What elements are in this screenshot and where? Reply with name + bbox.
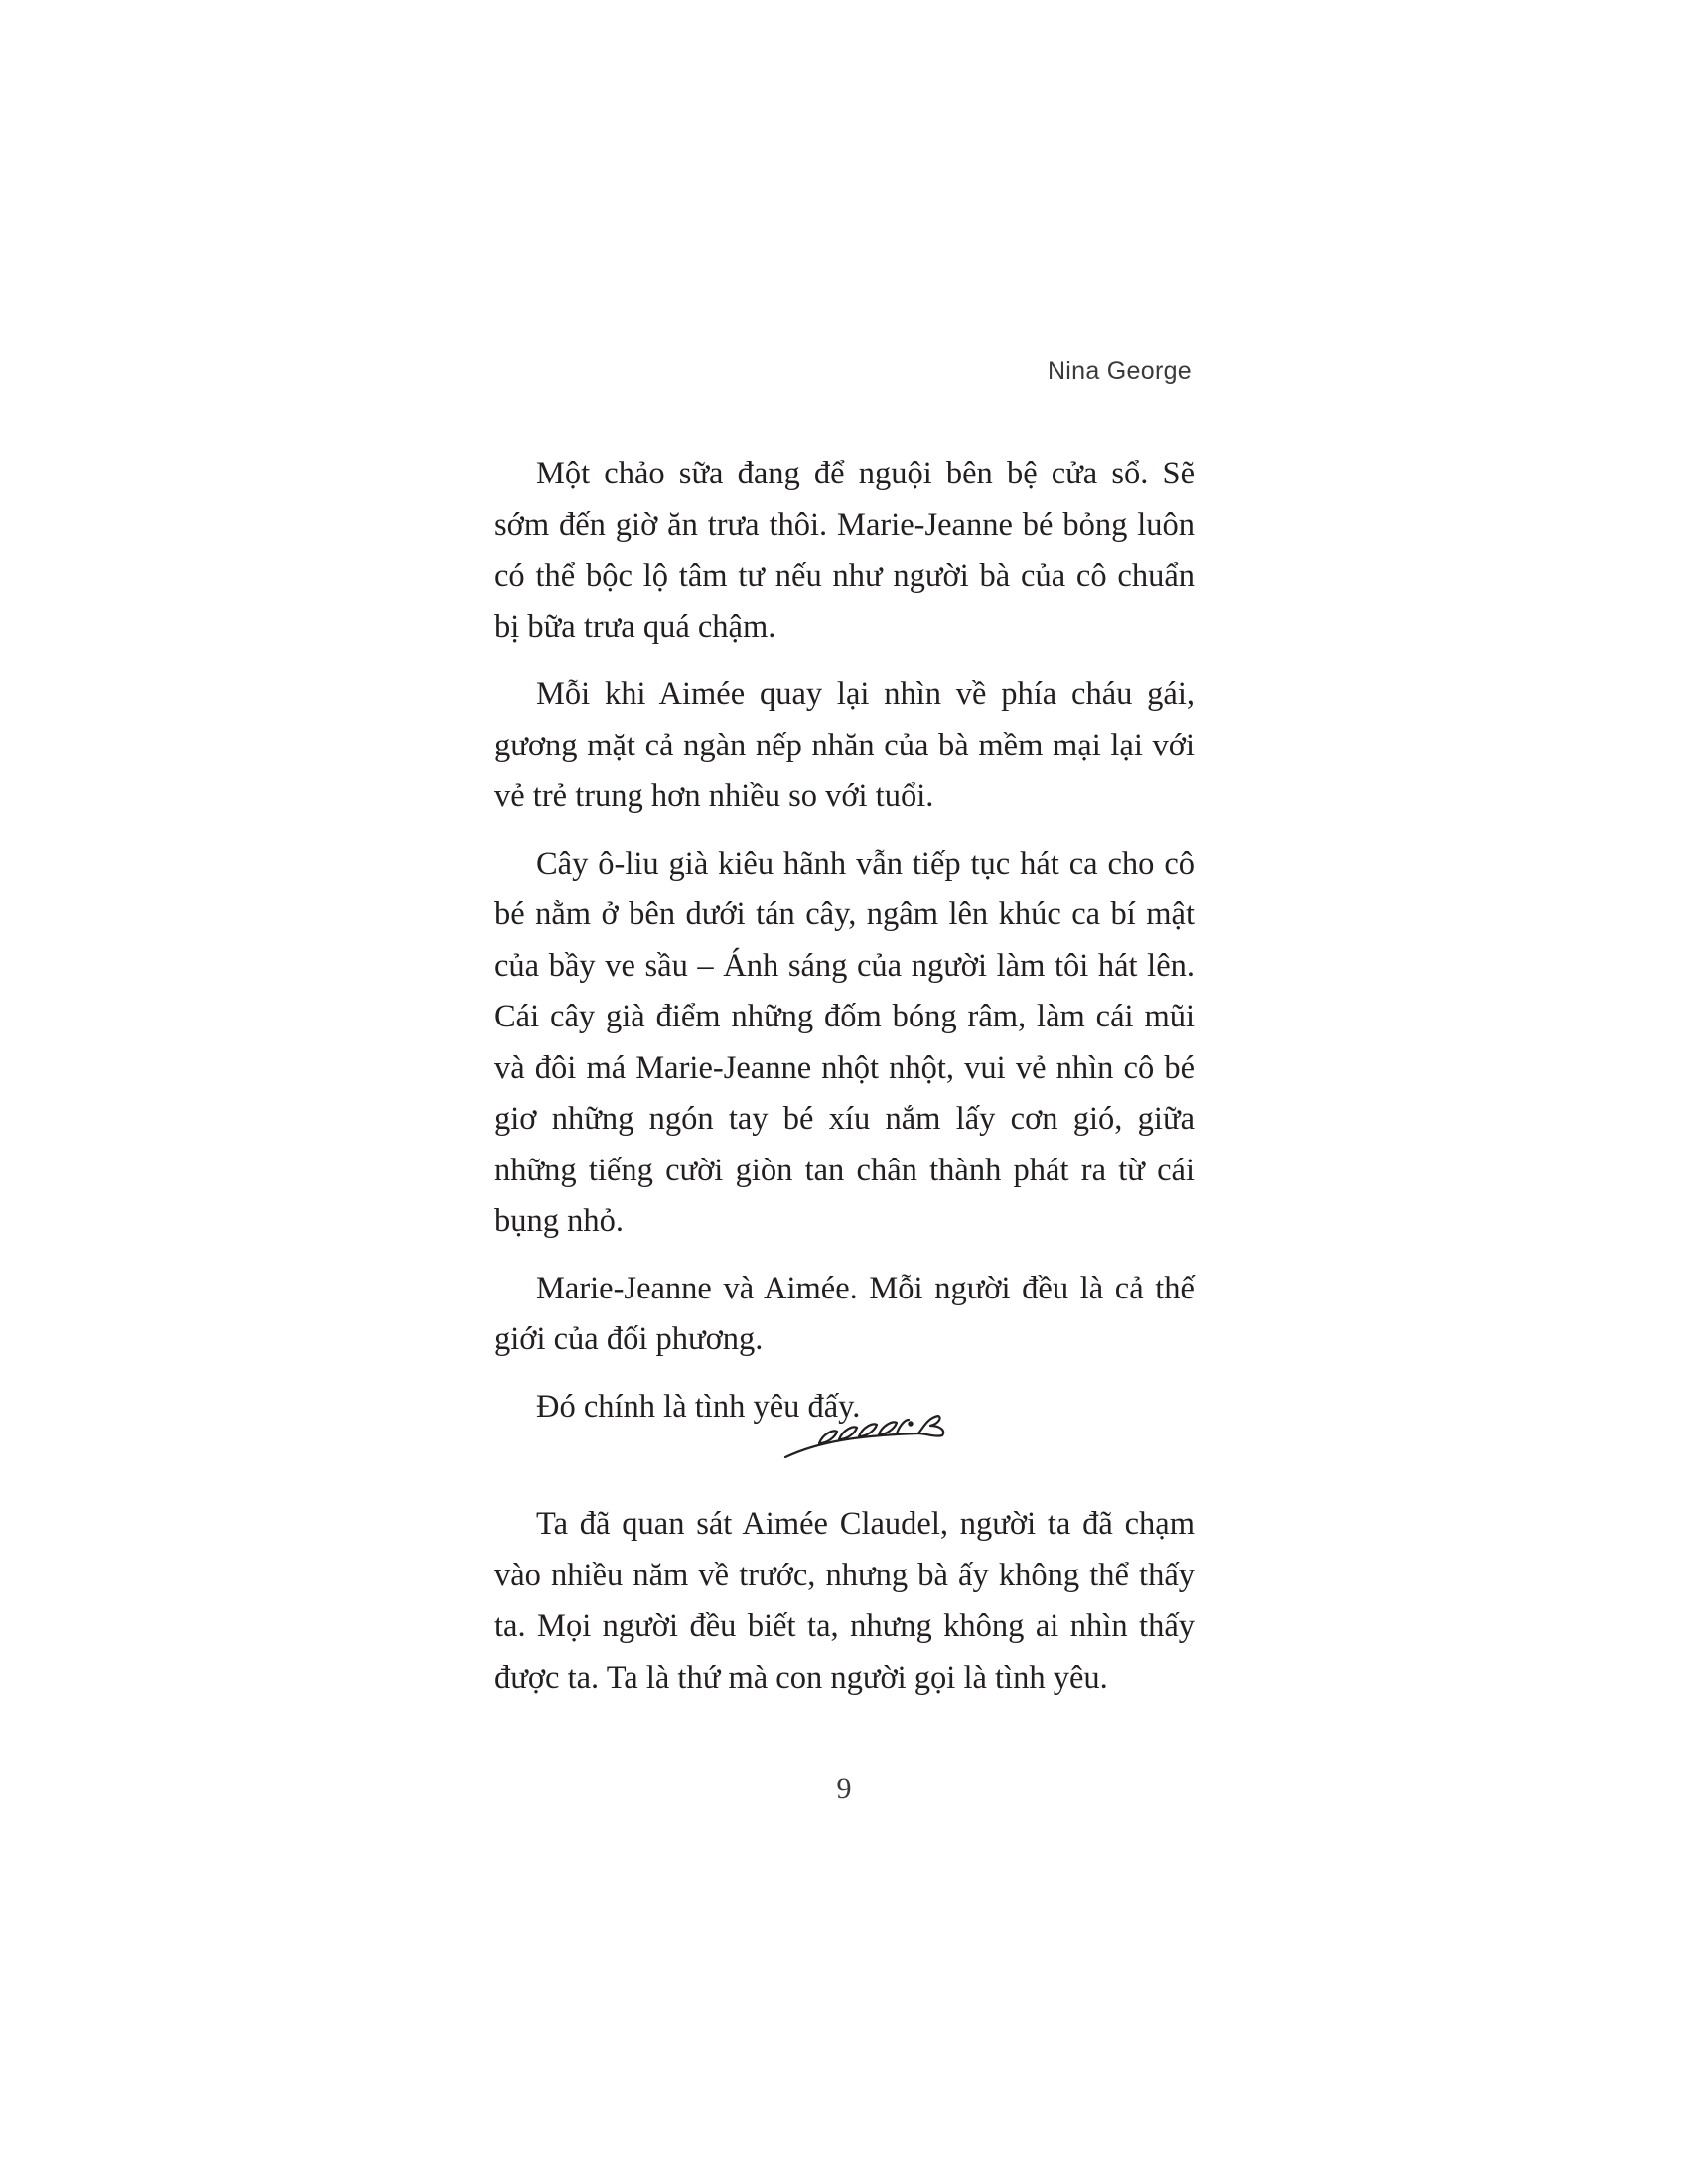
paragraph: Mỗi khi Aimée quay lại nhìn về phía cháu gái, gương mặt cả ngàn nếp nhăn của bà mềm mại lại với vẻ trẻ trung hơn nhiều so với tuổi. bbox=[494, 676, 1195, 814]
running-header-author: Nina George bbox=[1047, 357, 1192, 385]
olive-branch-icon bbox=[779, 1412, 958, 1461]
paragraph: Đó chính là tình yêu đấy. bbox=[536, 1388, 861, 1425]
page-number: 9 bbox=[836, 1772, 852, 1805]
paragraph: Cây ô-liu già kiêu hãnh vẫn tiếp tục hát ca cho cô bé nằm ở bên dưới tán cây, ngâm lên khúc ca bí mật của bầy ve sầu – Ánh sáng của người làm tôi hát lên. Cái cây già điểm những đốm bóng râm, làm cái mũi và đôi má Marie-Jeanne nhột nhột, vui vẻ nhìn cô bé giơ những ngón tay bé xíu nắm lấy cơn gió, giữa những tiếng cười giòn tan chân thành phát ra từ cái bụng nhỏ. bbox=[494, 845, 1195, 1239]
paragraph: Một chảo sữa đang để nguội bên bệ cửa sổ. Sẽ sớm đến giờ ăn trưa thôi. Marie-Jeanne bé bỏng luôn có thể bộc lộ tâm tư nếu như người bà của cô chuẩn bị bữa trưa quá chậm. bbox=[494, 456, 1195, 645]
text-section-2 bbox=[494, 1499, 1195, 1719]
text-section-1 bbox=[494, 449, 1195, 1448]
paragraph: Marie-Jeanne và Aimée. Mỗi người đều là cả thế giới của đối phương. bbox=[494, 1270, 1195, 1357]
paragraph: Ta đã quan sát Aimée Claudel, người ta đã chạm vào nhiều năm về trước, nhưng bà ấy không thể thấy ta. Mọi người đều biết ta, nhưng không ai nhìn thấy được ta. Ta là thứ mà con người gọi là tình yêu. bbox=[494, 1506, 1195, 1696]
